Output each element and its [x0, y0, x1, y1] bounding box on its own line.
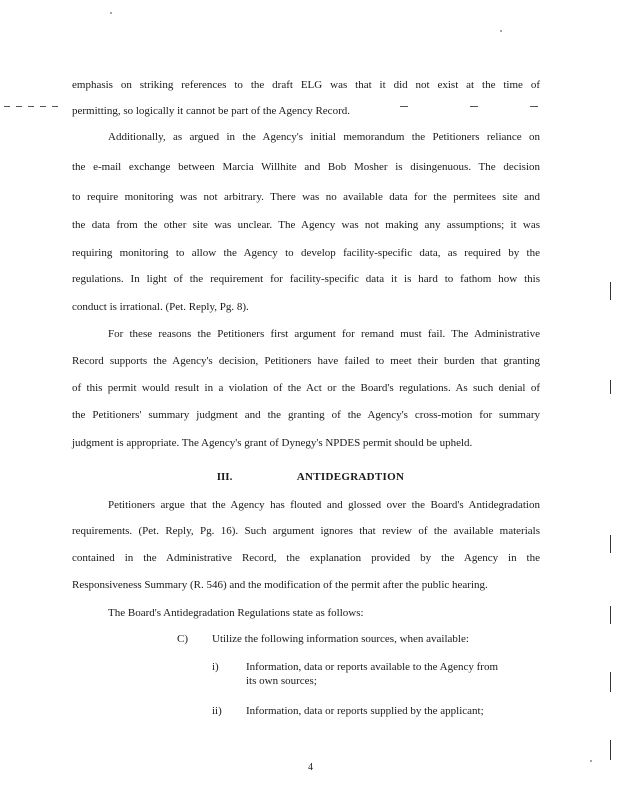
margin-mark: [610, 282, 611, 300]
margin-mark: [610, 740, 611, 760]
body-text-line: regulations. In light of the requirement for facility-specific data it is hard to fathom how this: [72, 273, 540, 285]
scan-artifact-dash: [400, 106, 408, 107]
scan-speck: [500, 30, 502, 32]
list-text-i-continued: its own sources;: [246, 675, 317, 687]
body-text-line: to require monitoring was not arbitrary. There was no available data for the permitees site and: [72, 191, 540, 203]
margin-mark: [610, 380, 611, 394]
scan-artifact-dash: [52, 106, 58, 107]
body-text-line: permitting, so logically it cannot be part of the Agency Record.: [72, 105, 350, 117]
paragraph-first-line: For these reasons the Petitioners first argument for remand must fail. The Administrative: [108, 328, 540, 340]
body-text-line: Record supports the Agency's decision, Petitioners have failed to meet their burden that granting: [72, 355, 540, 367]
margin-mark: [610, 672, 611, 692]
scan-artifact-dash: [4, 106, 10, 107]
body-text-line: the data from the other site was unclear. The Agency was not making any assumptions; it was: [72, 219, 540, 231]
margin-mark: [610, 606, 611, 624]
body-text-line: the Petitioners' summary judgment and the granting of the Agency's cross-motion for summary: [72, 409, 540, 421]
body-text-line: requirements. (Pet. Reply, Pg. 16). Such argument ignores that review of the available materials: [72, 525, 540, 537]
scan-artifact-dash: [16, 106, 22, 107]
section-title: ANTIDEGRADTION: [296, 471, 405, 483]
body-text-line: requiring monitoring to allow the Agency to develop facility-specific data, as required by the: [72, 247, 540, 259]
body-text-line: contained in the Administrative Record, the explanation provided by the Agency in the: [72, 552, 540, 564]
page-number: 4: [308, 762, 313, 773]
scan-artifact-dash: [40, 106, 46, 107]
scan-artifact-dash: [470, 106, 478, 107]
body-text-line: conduct is irrational. (Pet. Reply, Pg. 8).: [72, 301, 249, 313]
body-text-line: the e-mail exchange between Marcia Willhite and Bob Mosher is disingenuous. The decision: [72, 161, 540, 173]
body-text-line: The Board's Antidegradation Regulations state as follows:: [108, 607, 364, 619]
section-number: III.: [216, 471, 233, 483]
scan-speck: [110, 12, 112, 14]
list-text-c: Utilize the following information sources, when available:: [212, 633, 469, 645]
list-text-i: Information, data or reports available to the Agency from: [246, 661, 498, 673]
body-text-line: emphasis on striking references to the draft ELG was that it did not exist at the time of: [72, 79, 540, 91]
list-label-c: C): [177, 633, 188, 645]
body-text-line: Responsiveness Summary (R. 546) and the modification of the permit after the public hearing.: [72, 579, 488, 591]
scan-speck: [590, 760, 592, 762]
list-text-ii: Information, data or reports supplied by the applicant;: [246, 705, 484, 717]
scan-artifact-dash: [530, 106, 538, 107]
section-heading: [0, 471, 621, 483]
margin-mark: [610, 535, 611, 553]
paragraph-first-line: Additionally, as argued in the Agency's initial memorandum the Petitioners reliance on: [108, 131, 540, 143]
body-text-line: of this permit would result in a violation of the Act or the Board's regulations. As such denial of: [72, 382, 540, 394]
body-text-line: judgment is appropriate. The Agency's grant of Dynegy's NPDES permit should be upheld.: [72, 437, 473, 449]
list-label-ii: ii): [212, 705, 222, 717]
scan-artifact-dash: [28, 106, 34, 107]
list-label-i: i): [212, 661, 219, 673]
paragraph-first-line: Petitioners argue that the Agency has flouted and glossed over the Board's Antidegradation: [108, 499, 540, 511]
